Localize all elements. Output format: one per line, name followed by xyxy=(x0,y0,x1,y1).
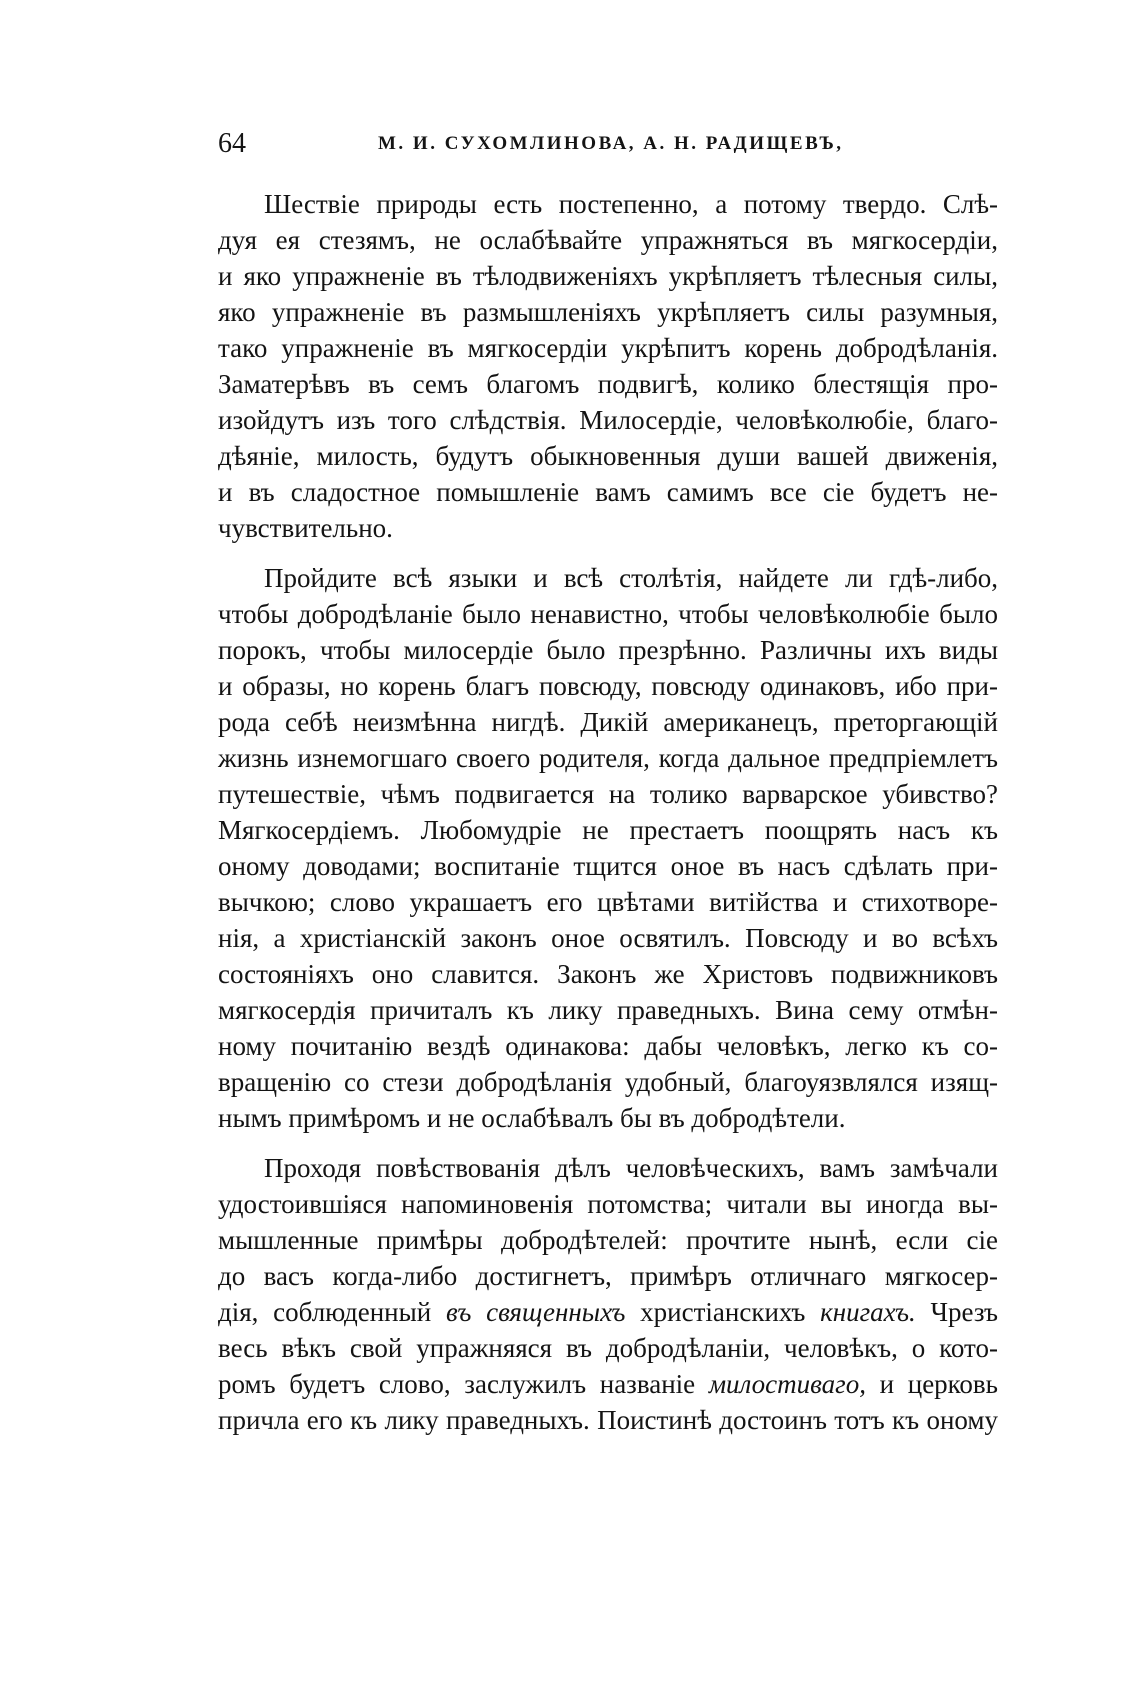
text-line-mixed xyxy=(218,1366,998,1402)
text-line: удостоившiяся напоминовенiя потомства; читали вы иногда вы- xyxy=(218,1189,998,1219)
text-line: весь вѣкъ свой упражняяся въ добродѣланiи, человѣкъ, о кото- xyxy=(218,1333,998,1363)
text-line: рода себѣ неизмѣнна нигдѣ. Дикiй американецъ, преторгающiй xyxy=(218,707,998,737)
text-line: до васъ когда-либо достигнетъ, примѣръ отличнаго мягкосер- xyxy=(218,1261,998,1291)
text-line: вычкою; слово украшаетъ его цвѣтами витiйства и стихотворе- xyxy=(218,887,998,917)
text-line: и образы, но корень благъ повсюду, повсюду одинаковъ, ибо при- xyxy=(218,671,998,701)
text-line: чувствительно. xyxy=(218,513,393,543)
text-line: нiя, а христiанскiй законъ оное освятилъ. Повсюду и во всѣхъ xyxy=(218,923,998,953)
text-line: и яко упражненiе въ тѣлодвиженiяхъ укрѣпляетъ тѣлесныя силы, xyxy=(218,261,998,291)
text-line: нымъ примѣромъ и не ослабѣвалъ бы въ добродѣтели. xyxy=(218,1103,846,1133)
text-line: вращенiю со стези добродѣланiя удобный, благоуязвлялся изящ- xyxy=(218,1067,998,1097)
text-line: жизнь изнемогшаго своего родителя, когда дальное предпрiемлетъ xyxy=(218,743,998,773)
text-line: Шествiе природы есть постепенно, а потому твердо. Слѣ- xyxy=(264,189,998,219)
text-line: чтобы добродѣланiе было ненавистно, чтобы человѣколюбiе было xyxy=(218,599,998,629)
italic-phrase: въ священныхъ xyxy=(445,1297,626,1327)
text-segment: христiанскихъ xyxy=(625,1297,821,1327)
running-head: М. И. СУХОМЛИНОВА, А. Н. РАДИЩЕВЪ, xyxy=(378,133,844,154)
text-line: Заматерѣвъ въ семъ благомъ подвигѣ, колико блестящiя про- xyxy=(218,369,998,399)
text-line: яко упражненiе въ размышленiяхъ укрѣпляетъ силы разумныя, xyxy=(218,297,998,327)
text-line: и въ сладостное помышленiе вамъ самимъ все сiе будетъ не- xyxy=(218,477,998,507)
text-line: порокъ, чтобы милосердiе было презрѣнно. Различны ихъ виды xyxy=(218,635,998,665)
text-line: Проходя повѣствованiя дѣлъ человѣческихъ, вамъ замѣчали xyxy=(264,1153,998,1183)
text-line: оному доводами; воспитанiе тщится оное въ насъ сдѣлать при- xyxy=(218,851,998,881)
text-line: мышленные примѣры добродѣтелей: прочтите нынѣ, если сiе xyxy=(218,1225,998,1255)
text-line: путешествiе, чѣмъ подвигается на толико варварское убивство? xyxy=(218,779,998,809)
paragraph-gap xyxy=(218,1136,998,1150)
text-line: Пройдите всѣ языки и всѣ столѣтiя, найдете ли гдѣ-либо, xyxy=(264,563,998,593)
text-segment: и церковь xyxy=(865,1369,998,1399)
text-line-mixed xyxy=(218,1294,998,1330)
page-number: 64 xyxy=(218,128,246,159)
text-line: состоянiяхъ оно славится. Законъ же Христовъ подвижниковъ xyxy=(218,959,998,989)
text-line: Мягкосердiемъ. Любомудрiе не престаетъ поощрять насъ къ xyxy=(218,815,998,845)
paragraph-gap xyxy=(218,546,998,560)
text-line: дѣянiе, милость, будутъ обыкновенныя души вашей движенiя, xyxy=(218,441,998,471)
italic-phrase: книгахъ. xyxy=(820,1297,916,1327)
body-text xyxy=(218,186,998,1438)
text-segment: Чрезъ xyxy=(915,1297,998,1327)
text-segment: ромъ будетъ слово, заслужилъ названiе xyxy=(218,1369,709,1399)
text-line: ному почитанiю вездѣ одинакова: дабы человѣкъ, легко къ со- xyxy=(218,1031,998,1061)
text-line: причла его къ лику праведныхъ. Поистинѣ достоинъ тотъ къ оному xyxy=(218,1405,998,1435)
page-header xyxy=(218,122,998,166)
text-line: тако упражненiе въ мягкосердiи укрѣпитъ корень добродѣланiя. xyxy=(218,333,998,363)
text-line: изойдутъ изъ того слѣдствiя. Милосердiе, человѣколюбiе, благо- xyxy=(218,405,998,435)
text-line: дуя ея стезямъ, не ослабѣвайте упражняться въ мягкосердiи, xyxy=(218,225,998,255)
text-segment: дiя, соблюденный xyxy=(218,1297,446,1327)
italic-phrase: милостиваго, xyxy=(708,1369,866,1399)
text-line: мягкосердiя причиталъ къ лику праведныхъ. Вина сему отмѣн- xyxy=(218,995,998,1025)
